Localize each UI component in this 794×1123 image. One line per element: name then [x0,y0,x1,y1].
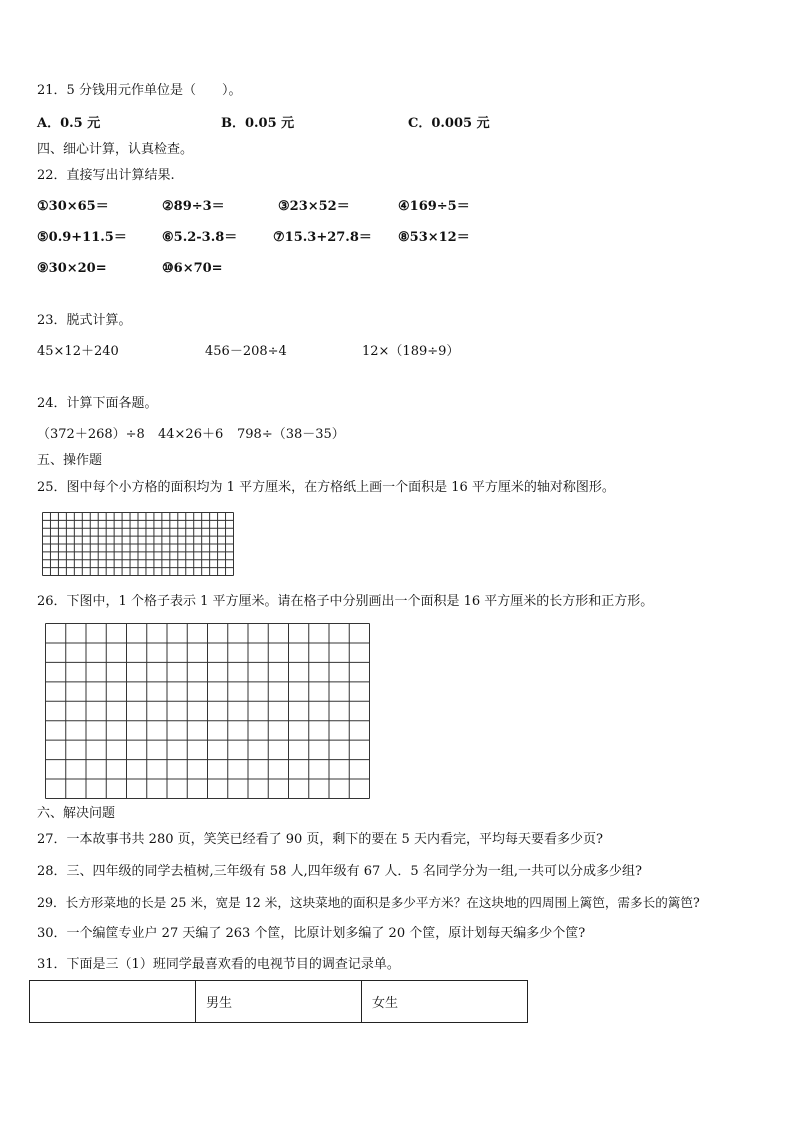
q31-stem: 31．下面是三（1）班同学最喜欢看的电视节目的调查记录单。 [37,957,400,972]
q23-item: 12×（189÷9） [362,344,460,359]
q22-item: ①30×65＝ [37,199,109,214]
q21-option-b[interactable]: B．0.05 元 [221,116,295,131]
q21-stem: 21．5 分钱用元作单位是（ ）。 [37,83,242,98]
q24-item: 798÷（38－35） [237,427,345,442]
q22-stem: 22．直接写出计算结果. [37,168,175,183]
q31-survey-table [29,980,528,1023]
q22-item: ④169÷5＝ [398,199,470,214]
q21-option-a[interactable]: A．0.5 元 [37,116,101,131]
q24-item: （372＋268）÷8 [37,427,145,442]
section-heading-4: 四、细心计算，认真检查。 [37,142,194,157]
q29-text: 29．长方形菜地的长是 25 米，宽是 12 米，这块菜地的面积是多少平方米？在这块地的四周围上篱笆，需多长的篱笆? [37,895,700,910]
table-cell-blank [30,981,196,1023]
section-heading-6: 六、解决问题 [37,806,116,821]
q26-stem: 26．下图中，1 个格子表示 1 平方厘米。请在格子中分别画出一个面积是 16 平方厘米的长方形和正方形。 [37,594,654,609]
q22-item: ⑩6×70= [162,261,223,276]
q22-item: ⑦15.3+27.8＝ [273,230,372,245]
q23-item: 45×12＋240 [37,344,119,359]
q25-stem: 25．图中每个小方格的面积均为 1 平方厘米，在方格纸上画一个面积是 16 平方厘米的轴对称图形。 [37,480,615,495]
q22-item: ⑤0.9+11.5＝ [37,230,127,245]
q28-text: 28．三、四年级的同学去植树,三年级有 58 人,四年级有 67 人．5 名同学分为一组,一共可以分成多少组? [37,864,642,879]
table-header-boys: 男生 [196,981,362,1023]
q22-item: ⑨30×20= [37,261,107,276]
q22-item: ②89÷3＝ [162,199,225,214]
q26-grid-paper[interactable] [45,623,370,799]
q25-grid-paper[interactable] [42,512,234,576]
q24-stem: 24．计算下面各题。 [37,396,158,411]
q27-text: 27．一本故事书共 280 页，笑笑已经看了 90 页，剩下的要在 5 天内看完，平均每天要看多少页? [37,832,603,847]
q22-item: ⑧53×12＝ [398,230,470,245]
q30-text: 30．一个编筐专业户 27 天编了 263 个筐，比原计划多编了 20 个筐，原计划每天编多少个筐? [37,926,586,941]
q22-item: ③23×52＝ [278,199,350,214]
q24-item: 44×26＋6 [158,427,224,442]
section-heading-5: 五、操作题 [37,453,103,468]
q22-item: ⑥5.2-3.8＝ [162,230,238,245]
table-header-girls: 女生 [362,981,528,1023]
q23-stem: 23．脱式计算。 [37,313,132,328]
q21-option-c[interactable]: C．0.005 元 [408,116,490,131]
q23-item: 456－208÷4 [205,344,287,359]
table-row [30,981,528,1023]
